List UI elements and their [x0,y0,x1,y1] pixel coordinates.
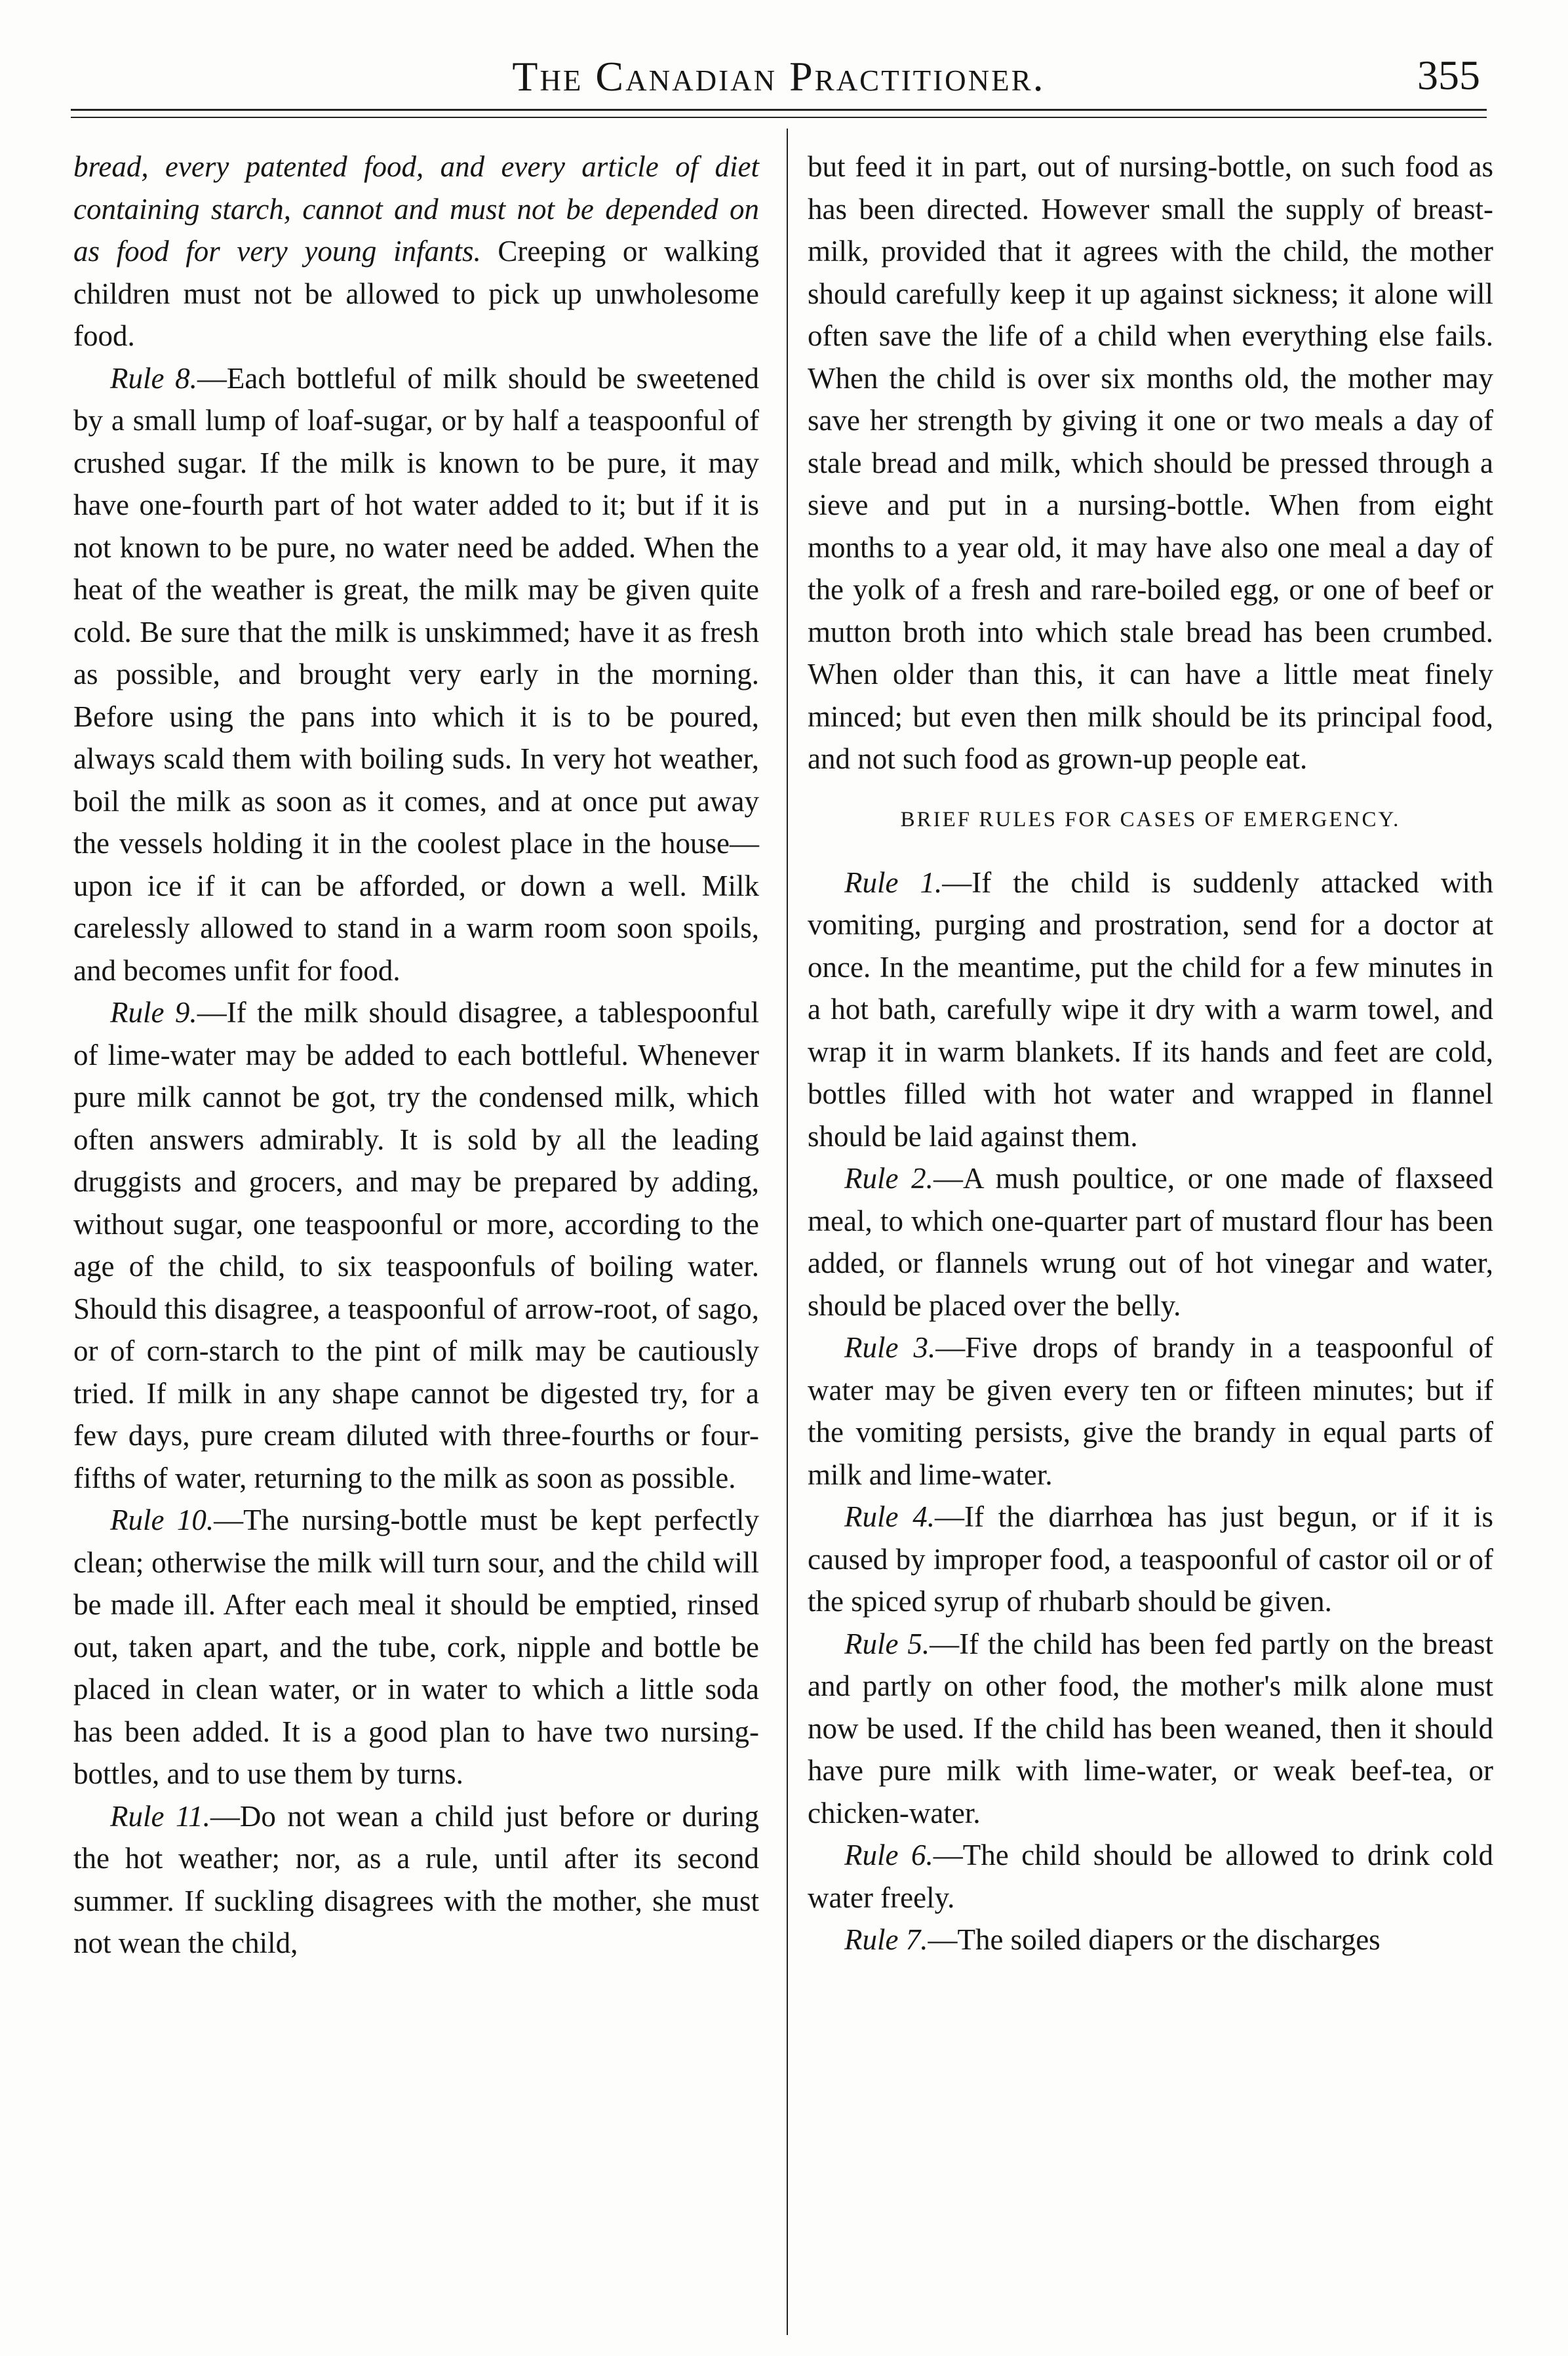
rule-label: Rule 2. [844,1162,933,1195]
emergency-rule-2-paragraph [808,1157,1493,1327]
journal-title: The Canadian Practitioner. [512,53,1046,100]
running-header [71,41,1487,106]
right-column [808,146,1493,1961]
rule-text: —The child should be allowed to drink cold water freely. [808,1839,1494,1914]
rule-label: Rule 1. [844,866,943,899]
rule-label: Rule 3. [844,1331,936,1364]
rule-text: —The soiled diapers or the discharges [928,1923,1381,1956]
rule-8-paragraph [73,357,759,992]
header-rule-thick [71,109,1487,111]
emergency-rule-4-paragraph [808,1496,1493,1623]
column-divider [787,129,788,2335]
rule-10-paragraph [73,1499,759,1795]
emergency-rule-7-paragraph [808,1919,1493,1961]
rule-text: —If the child has been fed partly on the breast and partly on other food, the mother's milk alone must now be used. If the child has been weaned, then it should have pure milk with lime-water, or weak beef-tea, or chicken-water. [808,1627,1493,1829]
emergency-rule-3-paragraph [808,1327,1493,1496]
continued-text: but feed it in part, out of nursing-bottle, on such food as has been directed. However small the supply of breast-milk, provided that it agrees with the child, the mother should carefully keep it up against sickness; it alone will often save the life of a child when everything else fails. When the child is over six months old, the mother may save her strength by giving it one or two meals a day of stale bread and milk, which should be pressed through a sieve and put in a nursing-bottle. When from eight months to a year old, it may have also one meal a day of the yolk of a fresh and rare-boiled egg, or one of beef or mutton broth into which stale bread has been crumbed. When older than this, it can have a little meat finely minced; but even then milk should be its principal food, and not such food as grown-up people eat. [808,150,1493,775]
rule-text: —Five drops of brandy in a teaspoonful of water may be given every ten or fifteen minutes; but if the vomiting persists, give the brandy in equal parts of milk and lime-water. [808,1331,1494,1491]
rule-text: —The nursing-bottle must be kept perfectly clean; otherwise the milk will turn sour, and the child will be made ill. After each meal it should be emptied, rinsed out, taken apart, and the tube, cork, nipple and bottle be placed in clean water, or in water to which a little soda has been added. It is a good plan to have two nursing-bottles, and to use them by turns. [73,1504,759,1790]
continued-paragraph [73,146,759,357]
emergency-rule-6-paragraph [808,1834,1493,1919]
rule-label: Rule 11. [110,1799,210,1833]
rule-text: —If the child is suddenly attacked with vomiting, purging and prostration, send for a doctor at once. In the meantime, put the child for a few minutes in a hot bath, carefully wipe it dry with a warm towel, and wrap it in warm blankets. If its hands and feet are cold, bottles filled with hot water and wrapped in flannel should be laid against them. [808,866,1493,1153]
rule-label: Rule 10. [110,1504,214,1536]
rule-label: Rule 5. [844,1627,930,1660]
continued-italic-text: bread, every patented food, and every article of diet containing starch, cannot and must not be depended on as food for very young infants. [73,150,759,268]
header-rule-thin [71,117,1487,118]
page-number: 355 [1417,52,1480,98]
rule-label: Rule 6. [844,1839,933,1871]
emergency-rule-1-paragraph [808,862,1493,1158]
rule-text: —Each bottleful of milk should be sweetened by a small lump of loaf-sugar, or by half a teaspoonful of crushed sugar. If the milk is known to be pure, it may have one-fourth part of hot water added to it; but if it is not known to be pure, no water need be added. When the heat of the weather is great, the milk may be given quite cold. Be sure that the milk is unskimmed; have it as fresh as possible, and brought very early in the morning. Before using the pans into which it is to be poured, always scald them with boiling suds. In very hot weather, boil the milk as soon as it comes, and at once put away the vessels holding it in the coolest place in the house—upon ice if it can be afforded, or down a well. Milk carelessly allowed to stand in a warm room soon spoils, and becomes unfit for food. [73,361,759,987]
rule-label: Rule 8. [110,361,197,395]
rule-label: Rule 7. [844,1923,928,1956]
rule-label: Rule 9. [110,996,197,1029]
emergency-rule-5-paragraph [808,1623,1493,1835]
rule-text: —If the milk should disagree, a tablespoonful of lime-water may be added to each bottleful. Whenever pure milk cannot be got, try the condensed milk, which often answers admirably. It is sold by all the leading druggists and grocers, and may be prepared by adding, without sugar, one teaspoonful or more, according to the age of the child, to six teaspoonfuls of boiling water. Should this disagree, a teaspoonful of arrow-root, of sago, or of corn-starch to the pint of milk may be cautiously tried. If milk in any shape cannot be digested try, for a few days, pure cream diluted with three-fourths or four-fifths of water, returning to the milk as soon as possible. [73,996,760,1494]
section-heading: BRIEF RULES FOR CASES OF EMERGENCY. [900,807,1401,831]
rule-text: —Do not wean a child just before or during the hot weather; nor, as a rule, until after its second summer. If suckling disagrees with the mother, she must not wean the child, [73,1799,759,1959]
rule-text: —A mush poultice, or one made of flaxseed meal, to which one-quarter part of mustard flour has been added, or flannels wrung out of hot vinegar and water, should be placed over the belly. [808,1162,1493,1322]
rule-text: —If the diarrhœa has just begun, or if it is caused by improper food, a teaspoonful of castor oil or of the spiced syrup of rhubarb should be given. [808,1500,1493,1618]
rule-9-paragraph [73,991,759,1499]
rule-11-paragraph [73,1795,759,1965]
continued-text: Creeping or walking children must not be allowed to pick up unwholesome food. [73,235,759,352]
left-column [73,146,759,1965]
rule-label: Rule 4. [844,1500,935,1533]
continued-paragraph [808,146,1493,780]
